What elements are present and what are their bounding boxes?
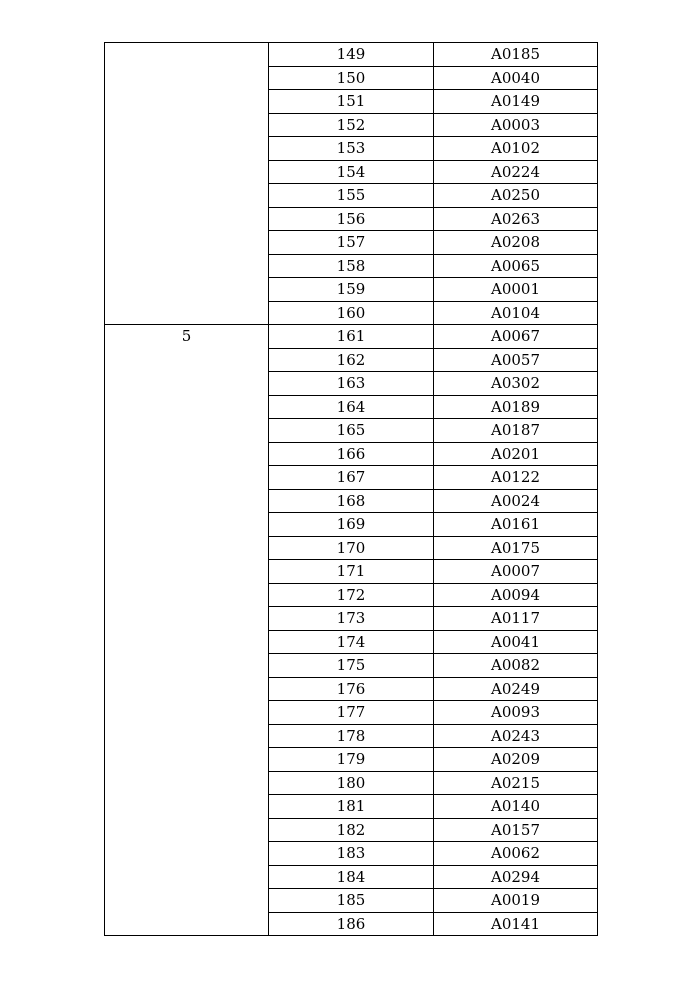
number-cell: 171 (269, 560, 434, 584)
code-cell: A0209 (434, 748, 598, 772)
table-row (105, 325, 598, 349)
code-cell: A0224 (434, 160, 598, 184)
code-cell: A0187 (434, 419, 598, 443)
code-cell: A0185 (434, 43, 598, 67)
group-label-cell: 5 (105, 325, 269, 936)
table-body (105, 43, 598, 936)
code-cell: A0249 (434, 677, 598, 701)
number-cell: 170 (269, 536, 434, 560)
code-cell: A0141 (434, 912, 598, 936)
code-cell: A0104 (434, 301, 598, 325)
number-cell: 179 (269, 748, 434, 772)
code-cell: A0065 (434, 254, 598, 278)
number-cell: 151 (269, 90, 434, 114)
code-cell: A0263 (434, 207, 598, 231)
number-cell: 165 (269, 419, 434, 443)
number-cell: 184 (269, 865, 434, 889)
number-cell: 182 (269, 818, 434, 842)
number-cell: 157 (269, 231, 434, 255)
number-cell: 152 (269, 113, 434, 137)
number-cell: 163 (269, 372, 434, 396)
number-cell: 169 (269, 513, 434, 537)
number-cell: 180 (269, 771, 434, 795)
code-cell: A0003 (434, 113, 598, 137)
data-table (104, 42, 598, 936)
number-cell: 183 (269, 842, 434, 866)
number-cell: 149 (269, 43, 434, 67)
number-cell: 166 (269, 442, 434, 466)
code-cell: A0082 (434, 654, 598, 678)
number-cell: 178 (269, 724, 434, 748)
number-cell: 158 (269, 254, 434, 278)
code-cell: A0215 (434, 771, 598, 795)
code-cell: A0019 (434, 889, 598, 913)
number-cell: 173 (269, 607, 434, 631)
number-cell: 150 (269, 66, 434, 90)
number-cell: 156 (269, 207, 434, 231)
number-cell: 160 (269, 301, 434, 325)
number-cell: 162 (269, 348, 434, 372)
code-cell: A0157 (434, 818, 598, 842)
code-cell: A0001 (434, 278, 598, 302)
number-cell: 167 (269, 466, 434, 490)
table-row (105, 43, 598, 67)
code-cell: A0093 (434, 701, 598, 725)
number-cell: 177 (269, 701, 434, 725)
code-cell: A0102 (434, 137, 598, 161)
code-cell: A0007 (434, 560, 598, 584)
code-cell: A0057 (434, 348, 598, 372)
number-cell: 172 (269, 583, 434, 607)
code-cell: A0161 (434, 513, 598, 537)
number-cell: 186 (269, 912, 434, 936)
number-cell: 153 (269, 137, 434, 161)
number-cell: 181 (269, 795, 434, 819)
number-cell: 161 (269, 325, 434, 349)
number-cell: 174 (269, 630, 434, 654)
code-cell: A0294 (434, 865, 598, 889)
number-cell: 176 (269, 677, 434, 701)
code-cell: A0175 (434, 536, 598, 560)
number-cell: 154 (269, 160, 434, 184)
code-cell: A0243 (434, 724, 598, 748)
group-label-cell (105, 43, 269, 325)
code-cell: A0250 (434, 184, 598, 208)
code-cell: A0067 (434, 325, 598, 349)
code-cell: A0302 (434, 372, 598, 396)
number-cell: 155 (269, 184, 434, 208)
number-cell: 185 (269, 889, 434, 913)
code-cell: A0062 (434, 842, 598, 866)
number-cell: 168 (269, 489, 434, 513)
code-cell: A0189 (434, 395, 598, 419)
code-cell: A0041 (434, 630, 598, 654)
number-cell: 164 (269, 395, 434, 419)
code-cell: A0117 (434, 607, 598, 631)
code-cell: A0208 (434, 231, 598, 255)
number-cell: 159 (269, 278, 434, 302)
code-cell: A0094 (434, 583, 598, 607)
code-cell: A0122 (434, 466, 598, 490)
code-cell: A0140 (434, 795, 598, 819)
number-cell: 175 (269, 654, 434, 678)
code-cell: A0040 (434, 66, 598, 90)
code-cell: A0149 (434, 90, 598, 114)
code-cell: A0024 (434, 489, 598, 513)
code-cell: A0201 (434, 442, 598, 466)
